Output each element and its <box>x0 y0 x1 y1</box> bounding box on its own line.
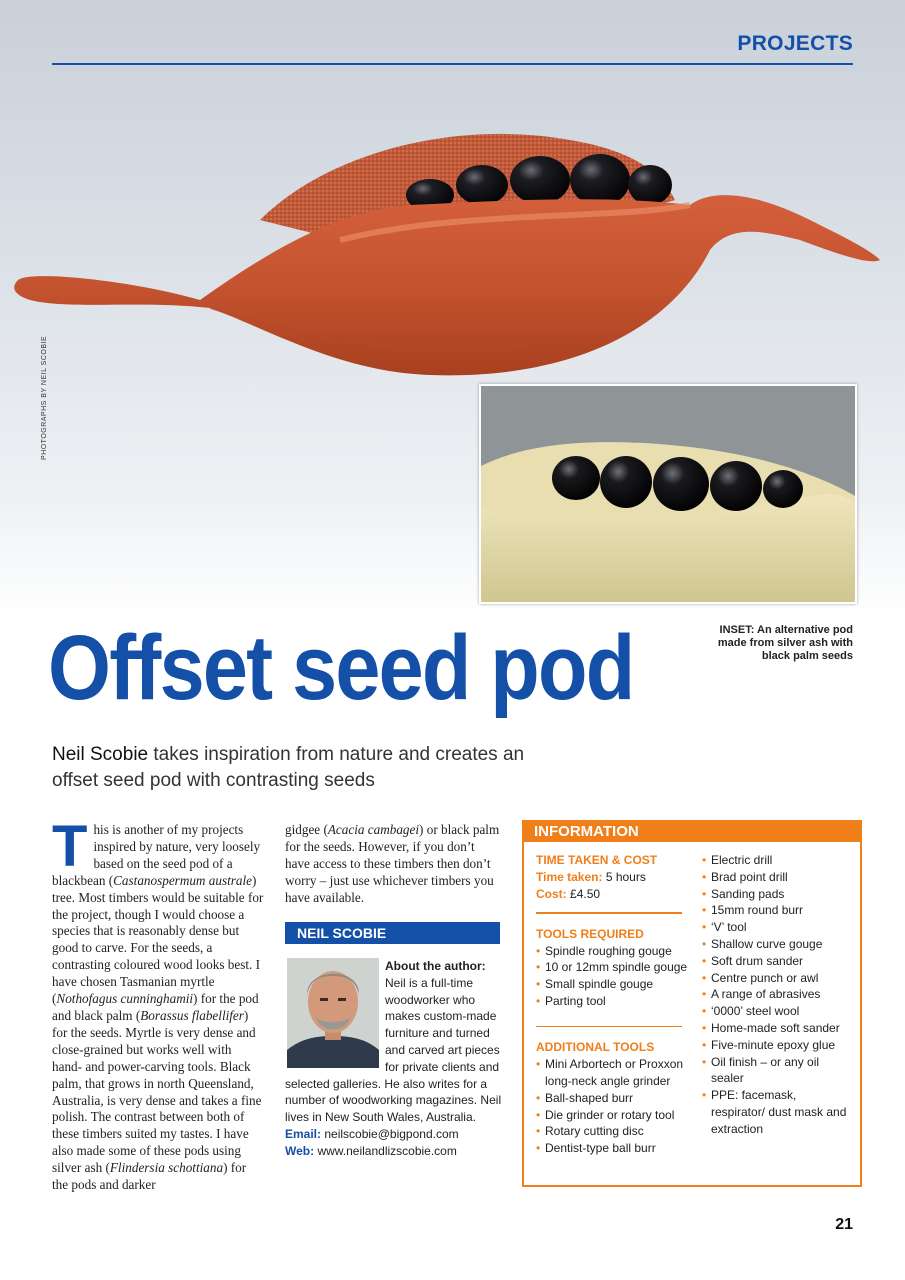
list-item: • Mini Arbortech or Proxxon long-neck angle grinder <box>536 1056 696 1090</box>
cost-value: £4.50 <box>570 886 601 901</box>
email-label: Email: <box>285 1126 322 1141</box>
body-column-2: gidgee (Acacia cambagei) or black palm for the seeds. However, if you don’t have access to these timbers then don’t worry – just use whichever timbers you have available. <box>285 822 500 905</box>
section-label: PROJECTS <box>737 32 853 55</box>
list-item: • Sanding pads <box>702 886 852 903</box>
list-item: • 15mm round burr <box>702 902 852 919</box>
tools-heading: TOOLS REQUIRED <box>536 926 644 941</box>
list-item: • Oil finish – or any oil sealer <box>702 1054 852 1088</box>
species-name: Castanospermum australe <box>113 872 252 888</box>
list-item: • Shallow curve gouge <box>702 936 852 953</box>
body-column-1: This is another of my projects inspired by nature, very loosely based on the seed pod of a blackbean (Castanospermum australe) tree. Most timbers would be suitable for the project, though I would choose a species that is reasonably dense but good to carve. For the seeds, a contrasting coloured wood looks best. I have chosen Tasmanian myrtle (Nothofagus cunninghamii) for the pod and black palm (Borassus flabellifer) for the seeds. Myrtle is very dense and close-grained but works well with hand- and power-carving tools. Black palm, that grows in north Queensland, Australia, is very dense and takes a fine polish. The contrast between both of these timbers suited my tastes. I have also made some of these pods using silver ash (Flindersia schottiana) for the pods and darker <box>52 814 264 1193</box>
web-label: Web: <box>285 1143 315 1158</box>
drop-cap: T <box>52 814 88 879</box>
seed <box>628 165 672 205</box>
standfirst-text: takes inspiration from nature and creates an offset seed pod with contrasting seeds <box>52 744 525 791</box>
divider <box>536 912 682 914</box>
standfirst <box>52 742 572 794</box>
web-link[interactable]: www.neilandlizscobie.com <box>317 1143 457 1158</box>
list-item: • Rotary cutting disc <box>536 1123 696 1140</box>
photo-credit: PHOTOGRAPHS BY NEIL SCOBIE <box>41 335 48 460</box>
info-heading: INFORMATION <box>524 822 860 842</box>
inset-photo <box>479 384 857 604</box>
list-item: • Dentist-type ball burr <box>536 1140 696 1157</box>
bio-text: Neil is a full-time woodworker who makes custom-made furniture and turned and carved art pieces for private clients and selected galleries. He also writes for a number of woodworking magazines. Neil lives in New South Wales, Australia. <box>285 975 502 1125</box>
author-portrait <box>287 958 379 1068</box>
divider <box>536 1026 682 1028</box>
list-item: • Home-made soft sander <box>702 1020 852 1037</box>
bio-about-label: About the author: <box>385 959 486 973</box>
additional-tools-list <box>536 1056 696 1157</box>
info-left-column <box>536 852 696 1157</box>
list-item: • ‘0000’ steel wool <box>702 1003 852 1020</box>
more-tools-list <box>702 852 852 1138</box>
cost-label: Cost: <box>536 886 567 901</box>
seed <box>456 165 508 205</box>
list-item: • Electric drill <box>702 852 852 869</box>
page-title: Offset seed pod <box>48 617 634 719</box>
species-name: Borassus flabellifer <box>140 1007 244 1023</box>
tools-list <box>536 943 696 1010</box>
author-name: Neil Scobie <box>52 744 149 765</box>
additional-tools-heading: ADDITIONAL TOOLS <box>536 1040 655 1055</box>
header-rule <box>52 63 853 65</box>
list-item: • A range of abrasives <box>702 986 852 1003</box>
list-item: • ‘V’ tool <box>702 919 852 936</box>
seed-pod-image <box>10 130 890 410</box>
list-item: • PPE: facemask, respirator/ dust mask and extraction <box>702 1087 852 1137</box>
list-item: • Die grinder or rotary tool <box>536 1107 696 1124</box>
information-box <box>522 820 862 1187</box>
list-item: • Brad point drill <box>702 869 852 886</box>
species-name: Nothofagus cunninghamii <box>56 991 194 1007</box>
list-item: • 10 or 12mm spindle gouge <box>536 959 696 976</box>
seed <box>653 457 709 511</box>
list-item: • Soft drum sander <box>702 953 852 970</box>
seed <box>510 156 570 204</box>
list-item: • Small spindle gouge <box>536 976 696 993</box>
list-item: • Spindle roughing gouge <box>536 943 696 960</box>
seed <box>552 456 600 500</box>
seed <box>763 470 803 508</box>
bio-heading: NEIL SCOBIE <box>285 922 500 944</box>
species-name: Flindersia schottiana <box>109 1160 224 1176</box>
species-name: Acacia cambagei <box>327 822 420 837</box>
email-link[interactable]: neilscobie@bigpond.com <box>324 1126 459 1141</box>
time-label: Time taken: <box>536 869 603 884</box>
list-item: • Ball-shaped burr <box>536 1090 696 1107</box>
list-item: • Five-minute epoxy glue <box>702 1037 852 1054</box>
list-item: • Parting tool <box>536 993 696 1010</box>
page-number: 21 <box>835 1216 853 1233</box>
info-right-column <box>702 852 852 1138</box>
time-value: 5 hours <box>605 869 646 884</box>
inset-caption: INSET: An alternative pod made from silver ash with black palm seeds <box>717 624 853 662</box>
seed <box>710 461 762 511</box>
list-item: • Centre punch or awl <box>702 970 852 987</box>
seed <box>570 154 630 206</box>
seed <box>600 456 652 508</box>
time-cost-heading: TIME TAKEN & COST <box>536 853 658 867</box>
